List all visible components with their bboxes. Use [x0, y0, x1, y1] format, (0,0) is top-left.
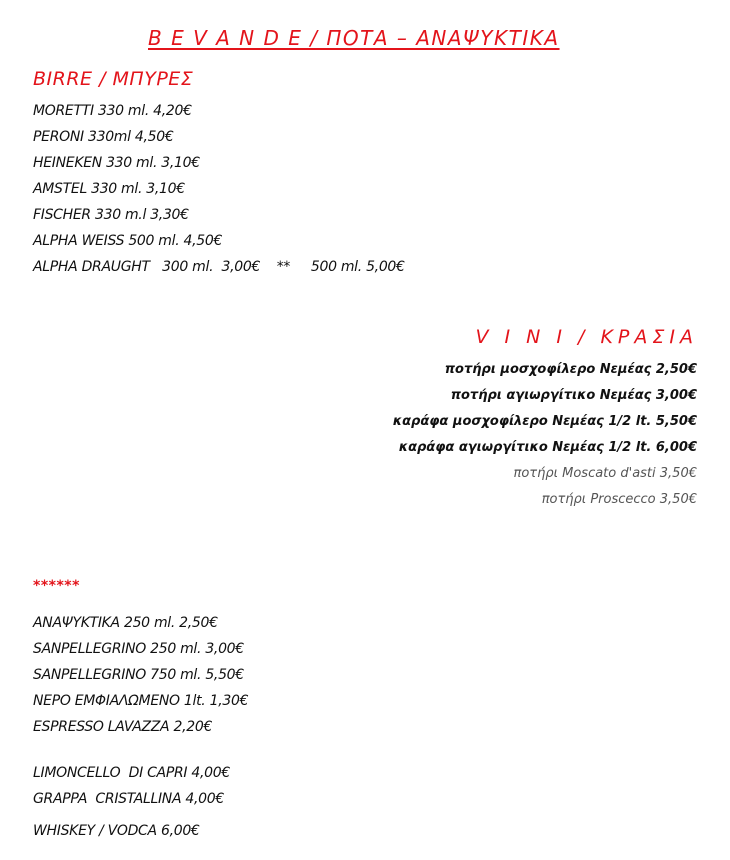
- beer-item: HEINEKEN 330 ml. 3,10€: [33, 155, 200, 171]
- wine-section-heading: V I N I / ΚΡΑΣΙΑ: [475, 326, 698, 348]
- liquor-item: WHISKEY / VODCA 6,00€: [33, 823, 200, 839]
- wine-item: καράφα μοσχοφίλερο Νεμέας 1/2 lt. 5,50€: [392, 414, 697, 429]
- soft-drink-item: ESPRESSO LAVAZZA 2,20€: [33, 719, 213, 735]
- wine-item: ποτήρι Moscato d'asti 3,50€: [513, 466, 697, 481]
- liquor-list: [33, 760, 230, 844]
- wine-item: ποτήρι αγιωργίτικο Νεμέας 3,00€: [450, 388, 697, 403]
- wine-item: καράφα αγιωργίτικο Νεμέας 1/2 lt. 6,00€: [398, 440, 697, 455]
- beer-item: PERONI 330ml 4,50€: [33, 129, 174, 145]
- wine-item: ποτήρι μοσχοφίλερο Νεμέας 2,50€: [444, 362, 697, 377]
- soft-drink-item: SANPELLEGRINO 250 ml. 3,00€: [33, 641, 244, 657]
- menu-title: B E V A N D E / ΠΟΤΑ – ΑΝΑΨΥΚΤΙΚΑ: [148, 26, 560, 50]
- beer-section-heading: BIRRE / ΜΠΥΡΕΣ: [33, 68, 194, 90]
- beer-list: [33, 98, 405, 280]
- beer-item: ALPHA WEISS 500 ml. 4,50€: [33, 233, 223, 249]
- beer-item: FISCHER 330 m.l 3,30€: [33, 207, 189, 223]
- liquor-item: GRAPPA CRISTALLINA 4,00€: [33, 791, 224, 807]
- beer-item: MORETTI 330 ml. 4,20€: [33, 103, 192, 119]
- soft-drinks-list: [33, 610, 248, 740]
- soft-drink-item: SANPELLEGRINO 750 ml. 5,50€: [33, 667, 244, 683]
- liquor-item: LIMONCELLO DI CAPRI 4,00€: [33, 765, 230, 781]
- soft-drink-item: ΑΝΑΨΥΚΤΙΚΑ 250 ml. 2,50€: [33, 615, 218, 631]
- soft-drink-item: ΝΕΡΟ ΕΜΦΙΑΛΩΜΕΝΟ 1lt. 1,30€: [33, 693, 249, 709]
- wine-item: ποτήρι Proscecco 3,50€: [541, 492, 697, 507]
- beer-item: ALPHA DRAUGHT 300 ml. 3,00€ ** 500 ml. 5,00€: [33, 259, 405, 275]
- wine-list: [393, 357, 697, 513]
- beer-item: AMSTEL 330 ml. 3,10€: [33, 181, 185, 197]
- section-separator: ******: [33, 578, 80, 594]
